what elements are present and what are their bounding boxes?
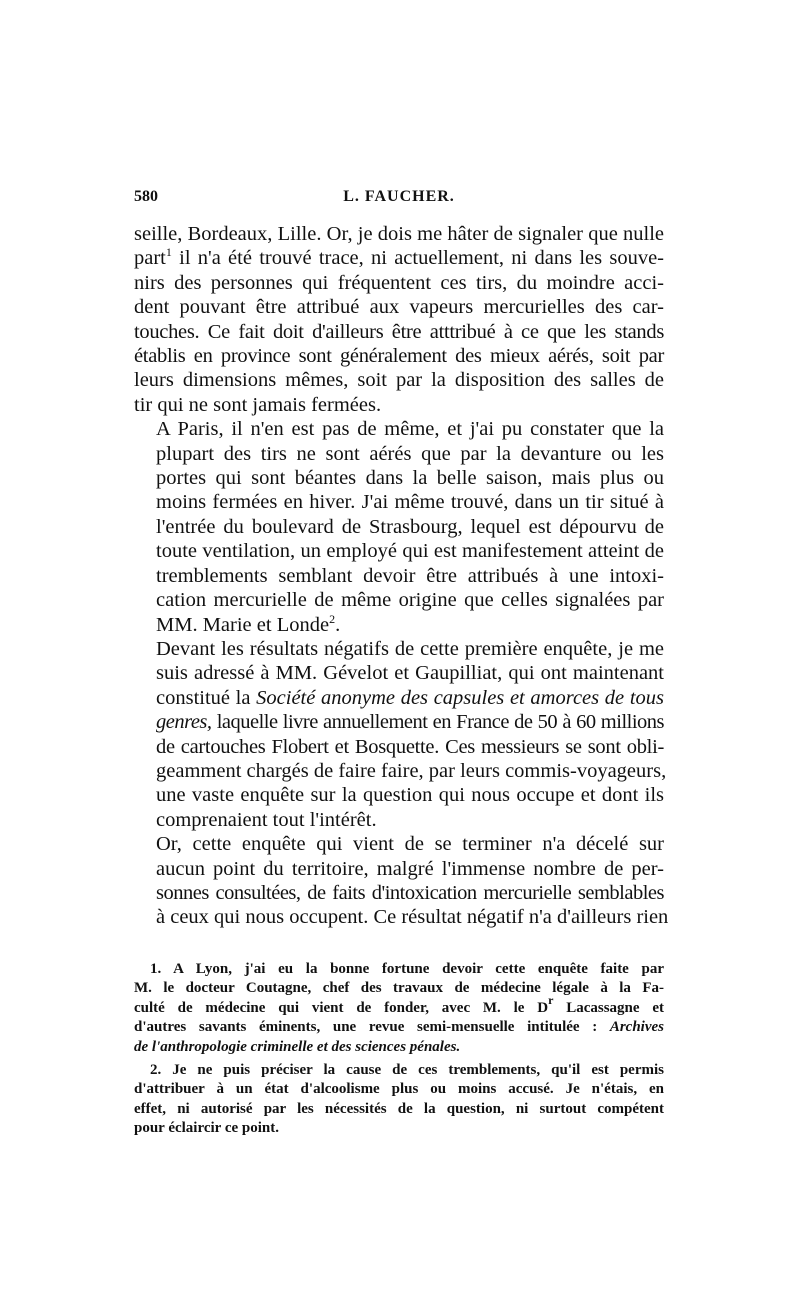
footnote-line (134, 1038, 664, 1057)
footnote-line (134, 1018, 664, 1037)
running-head: L. FAUCHER. (343, 188, 455, 205)
body-text (134, 222, 669, 930)
text-line: leurs dimensions mêmes, soit par la disposition des salles de (134, 369, 664, 392)
text-fragment: d'autres savants éminents, une revue semi-mensuelle intitulée : (134, 1019, 598, 1036)
paragraph-1 (134, 222, 664, 417)
superscript: r (548, 992, 554, 1007)
text-line (134, 246, 664, 270)
text-line (134, 710, 664, 734)
text-line: suis adressé à MM. Gévelot et Gaupilliat, qui ont maintenant (156, 662, 664, 685)
page-number: 580 (134, 188, 158, 205)
text-line: Or, cette enquête qui vient de se terminer n'a décelé sur (156, 833, 664, 856)
text-line: A Paris, il n'en est pas de même, et j'ai pu constater que la (156, 418, 664, 441)
text-line: geamment chargés de faire faire, par leurs commis-voyageurs, (156, 759, 667, 782)
text-line: nirs des personnes qui fréquentent ces tirs, du moindre acci- (134, 271, 664, 294)
text-line: tir qui ne sont jamais fermées. (134, 393, 382, 416)
italic-title: Société anonyme des capsules et amorces de tous (256, 686, 664, 709)
text-line: Devant les résultats négatifs de cette première enquête, je me (156, 637, 664, 660)
footnotes (134, 960, 664, 1143)
footnote-line: 1. A Lyon, j'ai eu la bonne fortune devoir cette enquête faite par (150, 961, 664, 977)
text-line: seille, Bordeaux, Lille. Or, je dois me hâter de signaler que nulle (134, 223, 664, 245)
text-line: plupart des tirs ne sont aérés que par la devanture ou les (156, 442, 664, 465)
paragraph-3 (134, 637, 667, 832)
text-fragment: MM. Marie et Londe (156, 613, 330, 636)
italic-title-end: de l'anthropologie criminelle et des sciences pénales. (134, 1038, 461, 1055)
footnote-line: pour éclaircir ce point. (134, 1120, 279, 1137)
text-fragment: laquelle livre annuellement en France de 50 à 60 millions (216, 711, 665, 734)
text-line: comprenaient tout l'intérêt. (156, 808, 377, 831)
paragraph-2 (134, 417, 664, 637)
text-fragment: . (335, 613, 341, 636)
text-line (134, 686, 664, 710)
text-line: établis en province sont généralement des mieux aérés, soit par (134, 345, 664, 368)
text-line (134, 613, 664, 637)
text-line: sonnes consultées, de faits d'intoxication mercurielle semblables (156, 881, 664, 904)
text-line: une vaste enquête sur la question qui nous occupe et dont ils (156, 784, 664, 807)
text-line: touches. Ce fait doit d'ailleurs être atttribué à ce que les stands (134, 320, 664, 343)
text-line: l'entrée du boulevard de Strasbourg, lequel est dépourvu de (156, 515, 664, 538)
text-fragment: il n'a été trouvé trace, ni actuellement, ni dans les souve- (179, 247, 664, 270)
footnote-line: 2. Je ne puis préciser la cause de ces tremblements, qu'il est permis (150, 1062, 664, 1079)
text-line: cation mercurielle de même origine que celles signalées par (156, 589, 664, 612)
footnote-line: d'attribuer à un état d'alcoolisme plus ou moins accusé. Je n'étais, en (134, 1081, 664, 1098)
text-line: portes qui sont béantes dans la belle saison, mais plus ou (156, 467, 664, 490)
text-line: moins fermées en hiver. J'ai même trouvé, dans un tir situé à (156, 491, 664, 514)
page-header (134, 188, 664, 212)
text-fragment: Lacassagne et (553, 999, 664, 1016)
footnote-2 (134, 1061, 664, 1139)
footnote-line: effet, ni autorisé par les nécessités de la question, ni surtout compétent (134, 1100, 664, 1117)
text-fragment: constitué la (156, 686, 251, 709)
footnote-ref-1: 1 (165, 245, 172, 260)
italic-title-end: genres, (156, 711, 212, 734)
text-line: à ceux qui nous occupent. Ce résultat négatif n'a d'ailleurs rien (156, 906, 669, 929)
footnote-line: M. le docteur Coutagne, chef des travaux de médecine légale à la Fa- (134, 980, 664, 997)
paragraph-4 (134, 832, 669, 930)
text-line: dent pouvant être attribué aux vapeurs mercurielles des car- (134, 296, 664, 319)
footnote-1 (134, 960, 664, 1057)
italic-title: Archives (609, 1019, 664, 1036)
text-line: aucun point du territoire, malgré l'immense nombre de per- (156, 857, 664, 880)
text-fragment: part (134, 247, 166, 270)
text-line: tremblements semblant devoir être attribués à une intoxi- (156, 564, 664, 587)
text-fragment: culté de médecine qui vient de fonder, avec M. le D (134, 999, 549, 1016)
footnote-line (134, 992, 664, 1018)
text-line: toute ventilation, un employé qui est manifestement atteint de (156, 540, 664, 563)
text-line: de cartouches Flobert et Bosquette. Ces messieurs se sont obli- (156, 735, 664, 758)
footnote-ref-2: 2 (329, 611, 336, 626)
